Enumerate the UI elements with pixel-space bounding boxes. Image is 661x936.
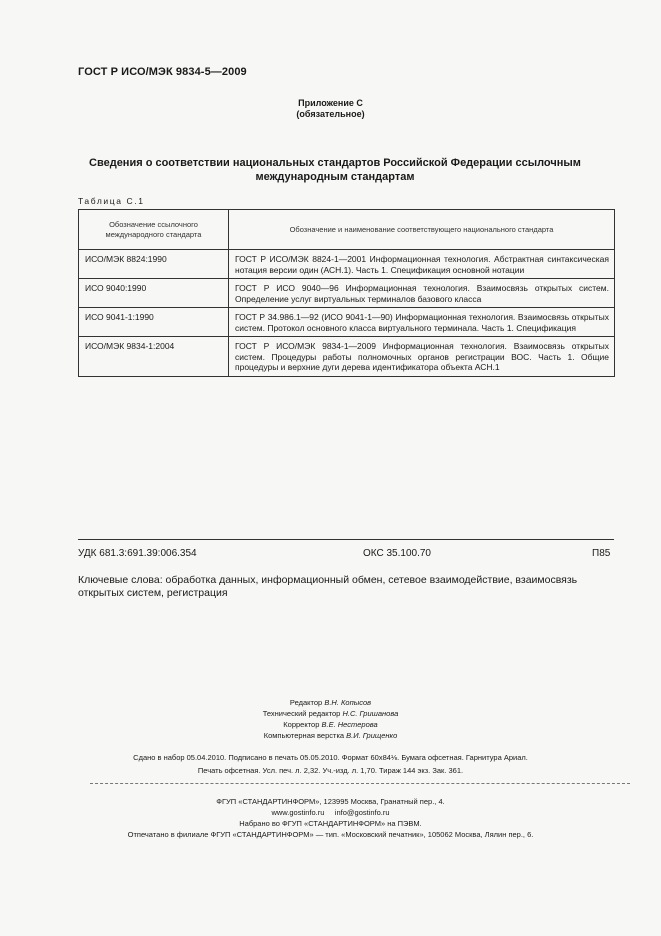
proofreader-line: Корректор В.Е. Нестерова bbox=[283, 720, 378, 729]
print-info bbox=[0, 751, 661, 777]
classification-divider bbox=[78, 539, 614, 540]
publisher-line1: ФГУП «СТАНДАРТИНФОРМ», 123995 Москва, Гранатный пер., 4. bbox=[216, 797, 445, 806]
print-info-line2: Печать офсетная. Усл. печ. л. 2,32. Уч.-изд. л. 1,70. Тираж 144 экз. Зак. 361. bbox=[197, 766, 464, 775]
annex-title: Приложение С bbox=[298, 98, 363, 108]
keywords: Ключевые слова: обработка данных, информационный обмен, сетевое взаимодействие, взаимосвязь открытых систем, регистрация bbox=[78, 574, 578, 599]
tech-editor-line: Технический редактор Н.С. Гришанова bbox=[262, 709, 399, 718]
section-title-line1: Сведения о соответствии национальных стандартов Российской Федерации ссылочным bbox=[89, 157, 581, 169]
table-row bbox=[79, 279, 615, 308]
correspondence-table bbox=[78, 209, 615, 377]
publisher-line2: www.gostinfo.ru info@gostinfo.ru bbox=[271, 808, 390, 817]
national-standard-cell: ГОСТ Р ИСО 9040—96 Информационная технология. Взаимосвязь открытых систем. Определение услуг виртуальных терминалов базового класса bbox=[229, 279, 615, 308]
national-standard-cell: ГОСТ Р 34.986.1—92 (ИСО 9041-1—90) Информационная технология. Взаимосвязь открытых систем. Протокол основного класса виртуального терминала. Часть 1. Спецификация bbox=[229, 308, 615, 337]
editor-line: Редактор В.Н. Копысов bbox=[289, 698, 372, 707]
ref-standard-cell: ИСО/МЭК 9834-1:2004 bbox=[79, 337, 229, 377]
classification-code: П85 bbox=[592, 548, 611, 559]
ref-standard-cell: ИСО/МЭК 8824:1990 bbox=[79, 250, 229, 279]
publisher-line3: Набрано во ФГУП «СТАНДАРТИНФОРМ» на ПЭВМ. bbox=[239, 819, 422, 828]
print-info-line1: Сдано в набор 05.04.2010. Подписано в печать 05.05.2010. Формат 60x84⅛. Бумага офсетная. Гарнитура Ариал. bbox=[133, 753, 528, 762]
annex-status: (обязательное) bbox=[296, 109, 365, 119]
ref-standard-cell: ИСО 9040:1990 bbox=[79, 279, 229, 308]
publisher-line4: Отпечатано в филиале ФГУП «СТАНДАРТИНФОРМ» — тип. «Московский печатник», 105062 Москва, Лялин пер., 6. bbox=[127, 830, 534, 839]
table-header-row bbox=[79, 210, 615, 250]
national-standard-cell: ГОСТ Р ИСО/МЭК 8824-1—2001 Информационная технология. Абстрактная синтаксическая нотация версии один (АСН.1). Часть 1. Спецификация основной нотации bbox=[229, 250, 615, 279]
ref-standard-cell: ИСО 9041-1:1990 bbox=[79, 308, 229, 337]
section-title-line2: международным стандартам bbox=[255, 171, 415, 183]
table-row bbox=[79, 250, 615, 279]
table-row bbox=[79, 337, 615, 377]
national-standard-cell: ГОСТ Р ИСО/МЭК 9834-1—2009 Информационная технология. Взаимосвязь открытых систем. Процедуры работы полномочных органов регистрации ВОС. Часть 1. Общие процедуры и верхние дуги дерева идентификатора объекта АСН.1 bbox=[229, 337, 615, 377]
layout-line: Компьютерная верстка В.И. Грищенко bbox=[263, 731, 398, 740]
header-ref-standard: Обозначение ссылочного международного стандарта bbox=[79, 210, 229, 250]
publisher-block bbox=[0, 796, 661, 840]
oks-code: ОКС 35.100.70 bbox=[363, 548, 431, 559]
dashed-divider bbox=[90, 783, 630, 784]
document-code: ГОСТ Р ИСО/МЭК 9834-5—2009 bbox=[78, 66, 247, 78]
udk-code: УДК 681.3:691.39:006.354 bbox=[78, 548, 197, 559]
table-label: Таблица С.1 bbox=[78, 196, 145, 206]
table-row bbox=[79, 308, 615, 337]
header-national-standard: Обозначение и наименование соответствующего национального стандарта bbox=[229, 210, 615, 250]
credits-block bbox=[0, 697, 661, 741]
